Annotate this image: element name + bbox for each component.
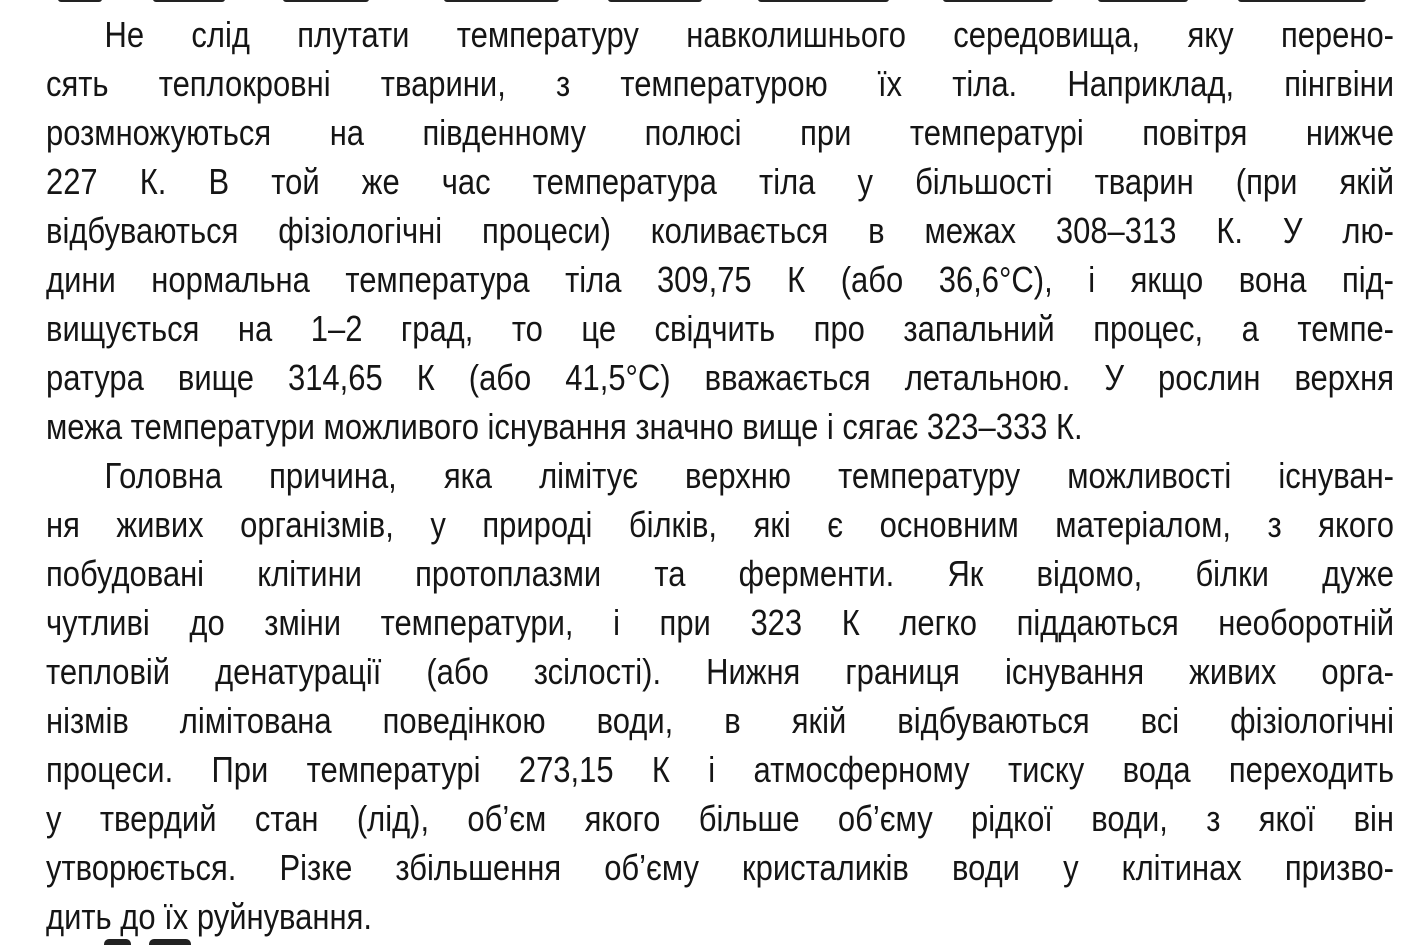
paragraph-1-line-1: Не слід плутати температуру навколишнього середовища, яку перено-	[104, 14, 1394, 55]
paragraph-2-line-3: побудовані клітини протоплазми та ферменти. Як відомо, білки дуже	[46, 553, 1394, 594]
paragraph-1-line-8: ратура вище 314,65 К (або 41,5°С) вважається летальною. У рослин верхня	[46, 357, 1394, 398]
cropped-next-line-fragment	[104, 937, 199, 945]
paragraph-2-line-10: дить до їх руйнування.	[46, 896, 372, 937]
paragraph-1-line-5: відбуваються фізіологічні процеси) коливається в межах 308–313 К. У лю-	[46, 210, 1394, 251]
paragraph-1-line-7: вищується на 1–2 град, то це свідчить про запальний процес, а темпе-	[46, 308, 1394, 349]
paragraph-1-line-3: розмножуються на південному полюсі при температурі повітря нижче	[46, 112, 1394, 153]
paragraph-2-line-8: у твердий стан (лід), об’єм якого більше об’єму рідкої води, з якої він	[46, 798, 1394, 839]
paragraph-1-line-4: 227 К. В той же час температура тіла у більшості тварин (при якій	[46, 161, 1394, 202]
document-text	[46, 10, 1394, 941]
paragraph-2-line-4: чутливі до зміни температури, і при 323 К легко піддаються необоротній	[46, 602, 1394, 643]
paragraph-2-line-5: тепловій денатурації (або зсілості). Нижня границя існування живих орга-	[46, 651, 1394, 692]
paragraph-2-line-6: нізмів лімітована поведінкою води, в якій відбуваються всі фізіологічні	[46, 700, 1394, 741]
paragraph-1-line-9: межа температури можливого існування значно вище і сягає 323–333 К.	[46, 406, 1083, 447]
paragraph-1-line-2: сять теплокровні тварини, з температурою їх тіла. Наприклад, пінгвіни	[46, 63, 1394, 104]
paragraph-2-line-7: процеси. При температурі 273,15 К і атмосферному тиску вода переходить	[46, 749, 1394, 790]
paragraph-2-line-9: утворюється. Різке збільшення об’єму кристаликів води у клітинах призво-	[46, 847, 1394, 888]
paragraph-1-line-6: дини нормальна температура тіла 309,75 К (або 36,6°С), і якщо вона під-	[46, 259, 1394, 300]
cropped-previous-line-fragment	[48, 0, 1390, 7]
paragraph-2-line-1: Головна причина, яка лімітує верхню температуру можливості існуван-	[104, 455, 1394, 496]
paragraph-2-line-2: ня живих організмів, у природі білків, які є основним матеріалом, з якого	[46, 504, 1394, 545]
